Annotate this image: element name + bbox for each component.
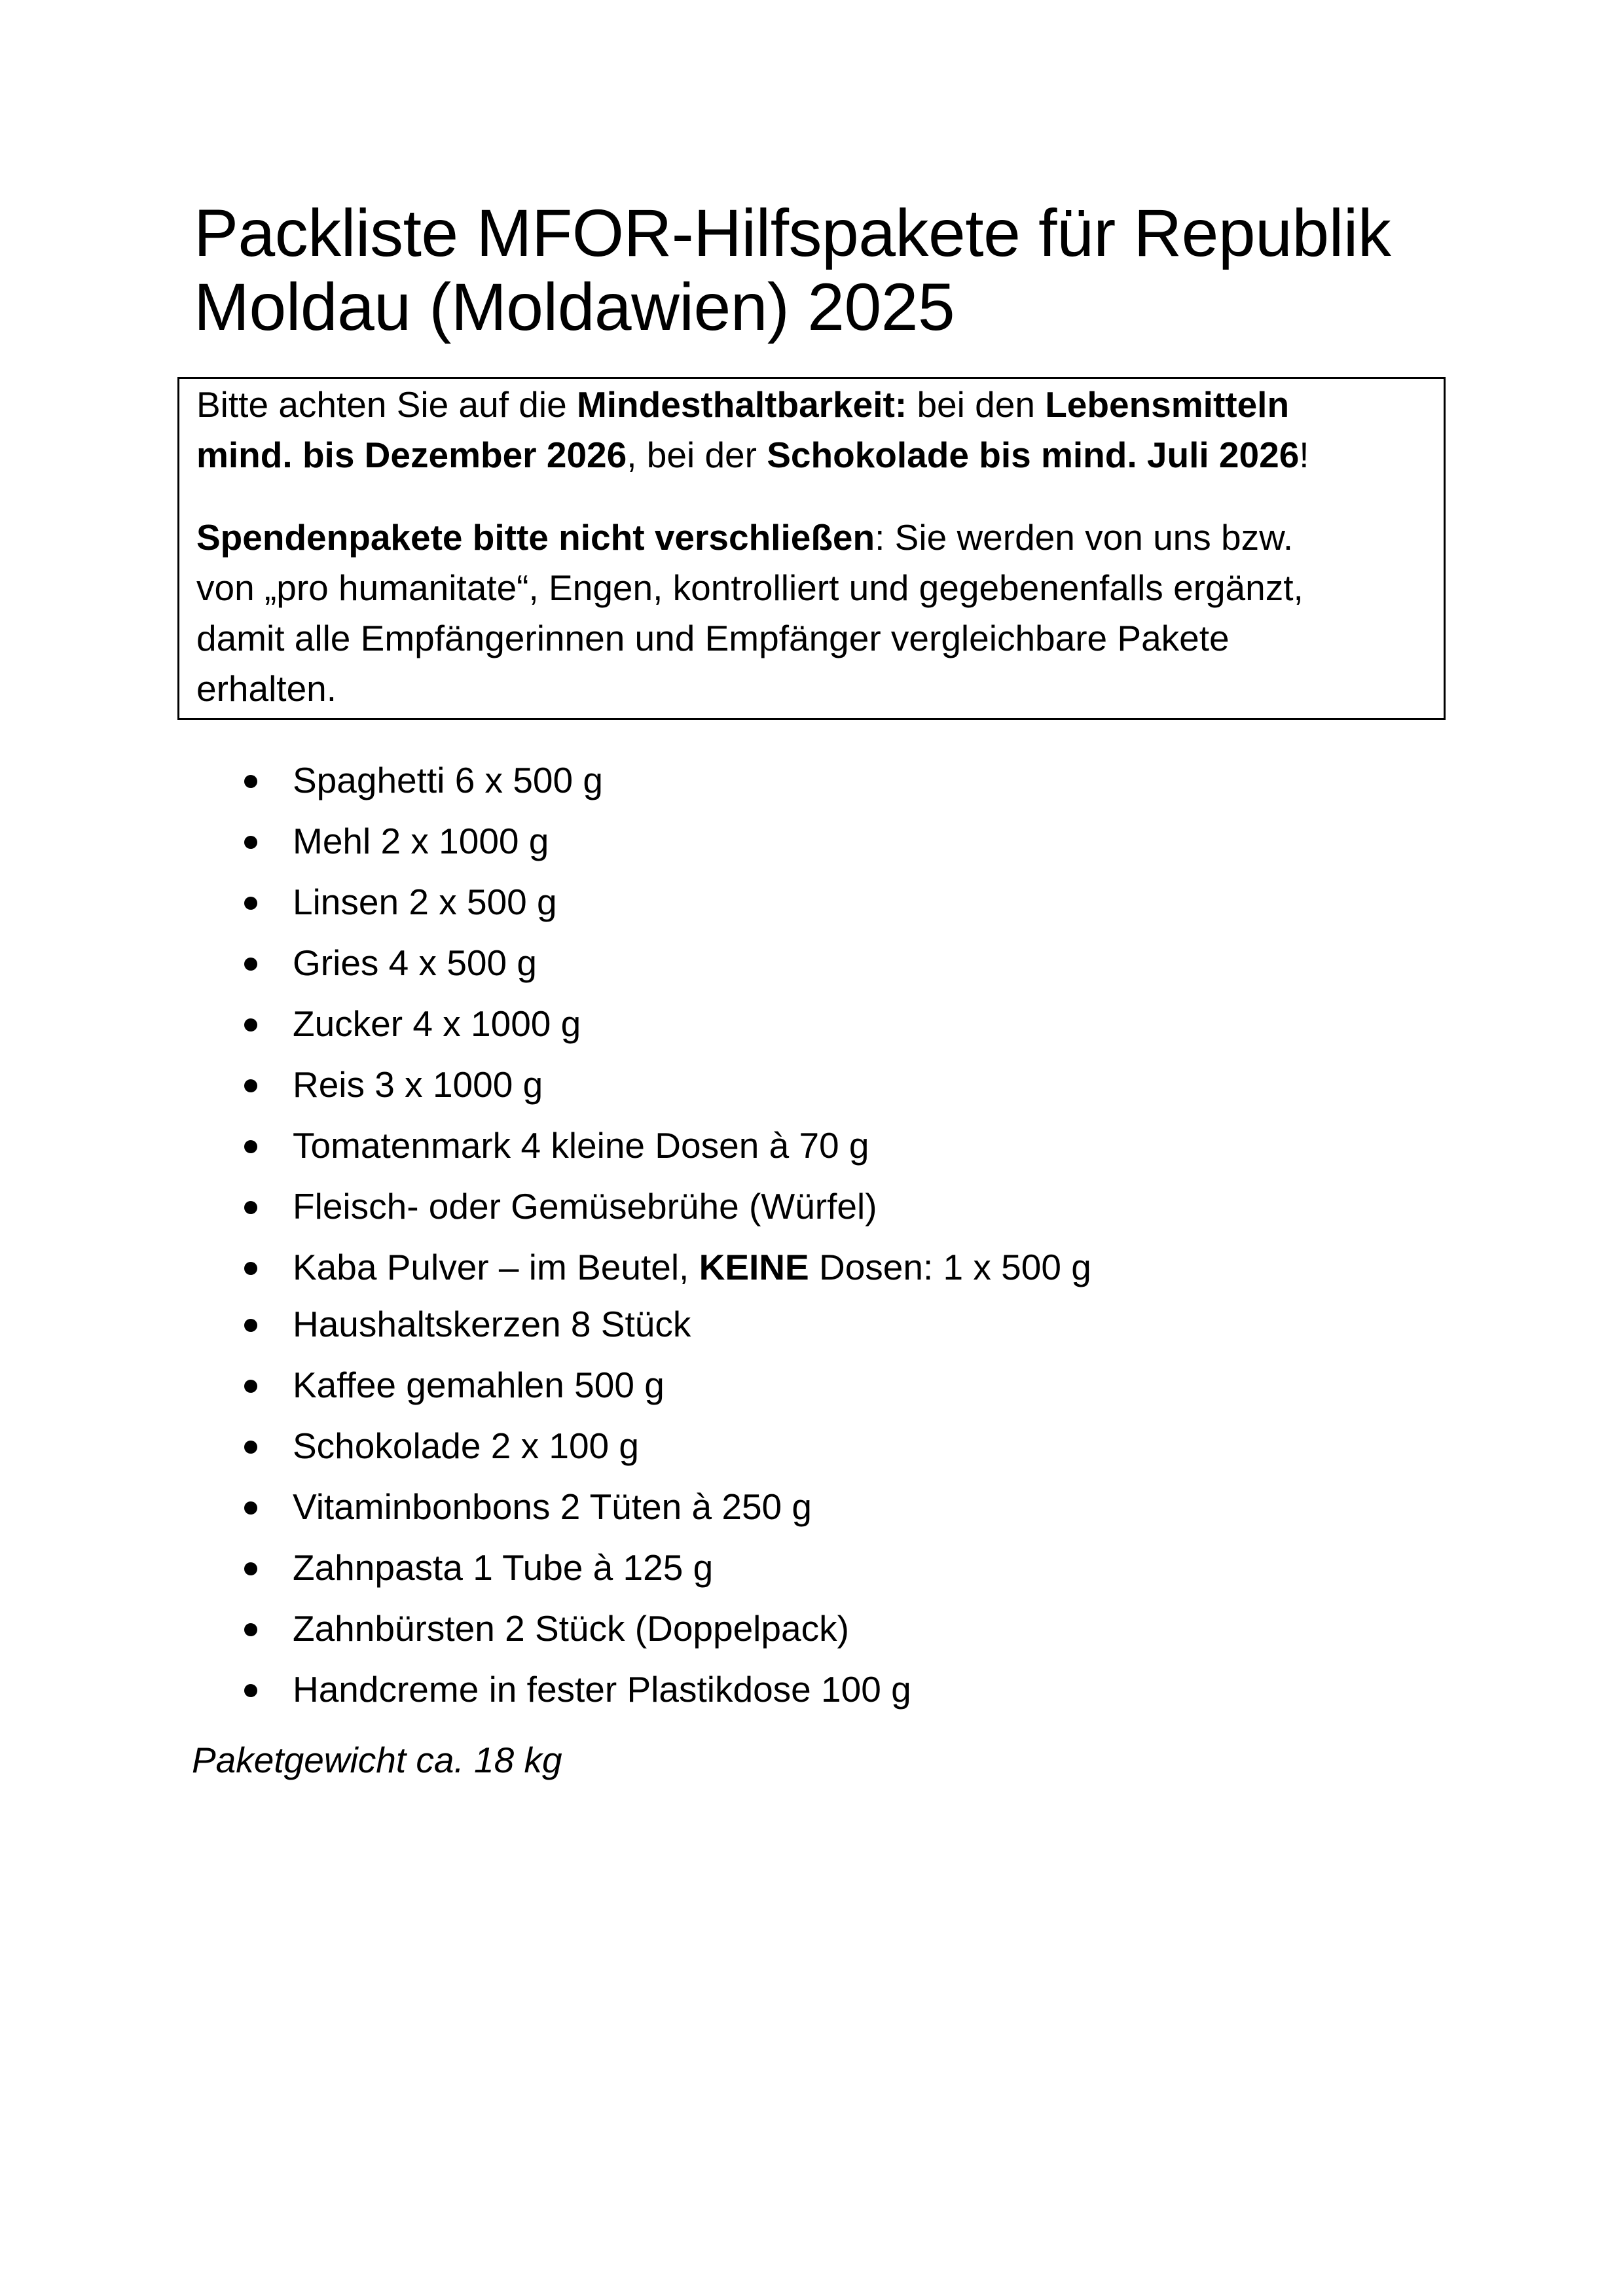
list-item-text: Haushaltskerzen 8 Stück	[293, 1304, 691, 1344]
list-item	[0, 811, 1623, 872]
notice-text: bei den	[907, 384, 1046, 425]
list-item	[0, 994, 1623, 1054]
list-item-text: Handcreme in fester Plastikdose 100 g	[293, 1669, 911, 1710]
title-line-2: Moldau (Moldawien) 2025	[194, 270, 955, 344]
list-item-text-part: Kaba Pulver – im Beutel,	[293, 1247, 699, 1287]
list-item	[0, 750, 1623, 811]
list-item-emphasis: KEINE	[699, 1247, 809, 1287]
list-item	[0, 1598, 1623, 1659]
list-item	[0, 1537, 1623, 1598]
list-item-text: Vitaminbonbons 2 Tüten à 250 g	[293, 1486, 812, 1527]
best-before-notice	[179, 380, 1444, 480]
list-item	[0, 1176, 1623, 1237]
package-weight-note: Paketgewicht ca. 18 kg	[192, 1740, 562, 1780]
list-item	[0, 1477, 1623, 1537]
list-item-text: Spaghetti 6 x 500 g	[293, 760, 603, 800]
notice-text: erhalten.	[196, 668, 337, 709]
list-item	[0, 1115, 1623, 1176]
list-item-text: Zahnbürsten 2 Stück (Doppelpack)	[293, 1608, 849, 1649]
list-item-text: Reis 3 x 1000 g	[293, 1064, 543, 1105]
list-item-text: Linsen 2 x 500 g	[293, 882, 557, 922]
notice-text: !	[1299, 435, 1309, 475]
list-item-text: Tomatenmark 4 kleine Dosen à 70 g	[293, 1125, 869, 1166]
list-item-text: Kaffee gemahlen 500 g	[293, 1365, 665, 1405]
bullet-icon	[244, 1319, 257, 1332]
list-item-text: Zahnpasta 1 Tube à 125 g	[293, 1547, 714, 1588]
list-item	[0, 1659, 1623, 1720]
bullet-icon	[244, 1562, 257, 1575]
list-item	[0, 1416, 1623, 1477]
notice-text: : Sie werden von uns bzw.	[875, 517, 1294, 558]
bullet-icon	[244, 1262, 257, 1275]
bullet-icon	[244, 1684, 257, 1697]
title-line-1: Packliste MFOR-Hilfspakete für Republik	[194, 196, 1391, 270]
notice-text: von „pro humanitate“, Engen, kontrolliert und gegebenenfalls ergänzt,	[196, 567, 1304, 608]
list-item	[0, 872, 1623, 933]
bullet-icon	[244, 775, 257, 788]
list-item	[0, 1355, 1623, 1416]
list-item	[0, 1054, 1623, 1115]
bullet-icon	[244, 1623, 257, 1636]
list-item	[0, 1294, 1623, 1355]
notice-emphasis: Spendenpakete bitte nicht verschließen	[196, 517, 875, 558]
bullet-icon	[244, 958, 257, 971]
notice-box	[177, 377, 1446, 720]
page-title	[194, 196, 1438, 344]
list-item-text: Gries 4 x 500 g	[293, 942, 537, 983]
bullet-icon	[244, 1018, 257, 1031]
list-item-text: Mehl 2 x 1000 g	[293, 821, 549, 861]
notice-text: Bitte achten Sie auf die	[196, 384, 577, 425]
list-item-text-part: Dosen: 1 x 500 g	[809, 1247, 1091, 1287]
list-item-text: Schokolade 2 x 100 g	[293, 1426, 639, 1466]
notice-emphasis: Schokolade bis mind. Juli 2026	[767, 435, 1300, 475]
notice-text: , bei der	[627, 435, 767, 475]
bullet-icon	[244, 1079, 257, 1092]
notice-emphasis: Lebensmitteln	[1045, 384, 1290, 425]
notice-text: damit alle Empfängerinnen und Empfänger vergleichbare Pakete	[196, 618, 1230, 658]
bullet-icon	[244, 1201, 257, 1214]
list-item-text: Fleisch- oder Gemüsebrühe (Würfel)	[293, 1186, 877, 1227]
bullet-icon	[244, 1501, 257, 1515]
bullet-icon	[244, 1380, 257, 1393]
do-not-seal-notice	[179, 512, 1444, 714]
notice-emphasis: mind. bis Dezember 2026	[196, 435, 627, 475]
list-item-text	[293, 1237, 1091, 1298]
list-item	[0, 933, 1623, 994]
list-item	[0, 1237, 1623, 1294]
bullet-icon	[244, 1140, 257, 1153]
bullet-icon	[244, 836, 257, 849]
notice-emphasis: Mindesthaltbarkeit:	[576, 384, 907, 425]
list-item-text: Zucker 4 x 1000 g	[293, 1003, 581, 1044]
bullet-icon	[244, 1441, 257, 1454]
packing-list	[0, 750, 1623, 1720]
bullet-icon	[244, 897, 257, 910]
